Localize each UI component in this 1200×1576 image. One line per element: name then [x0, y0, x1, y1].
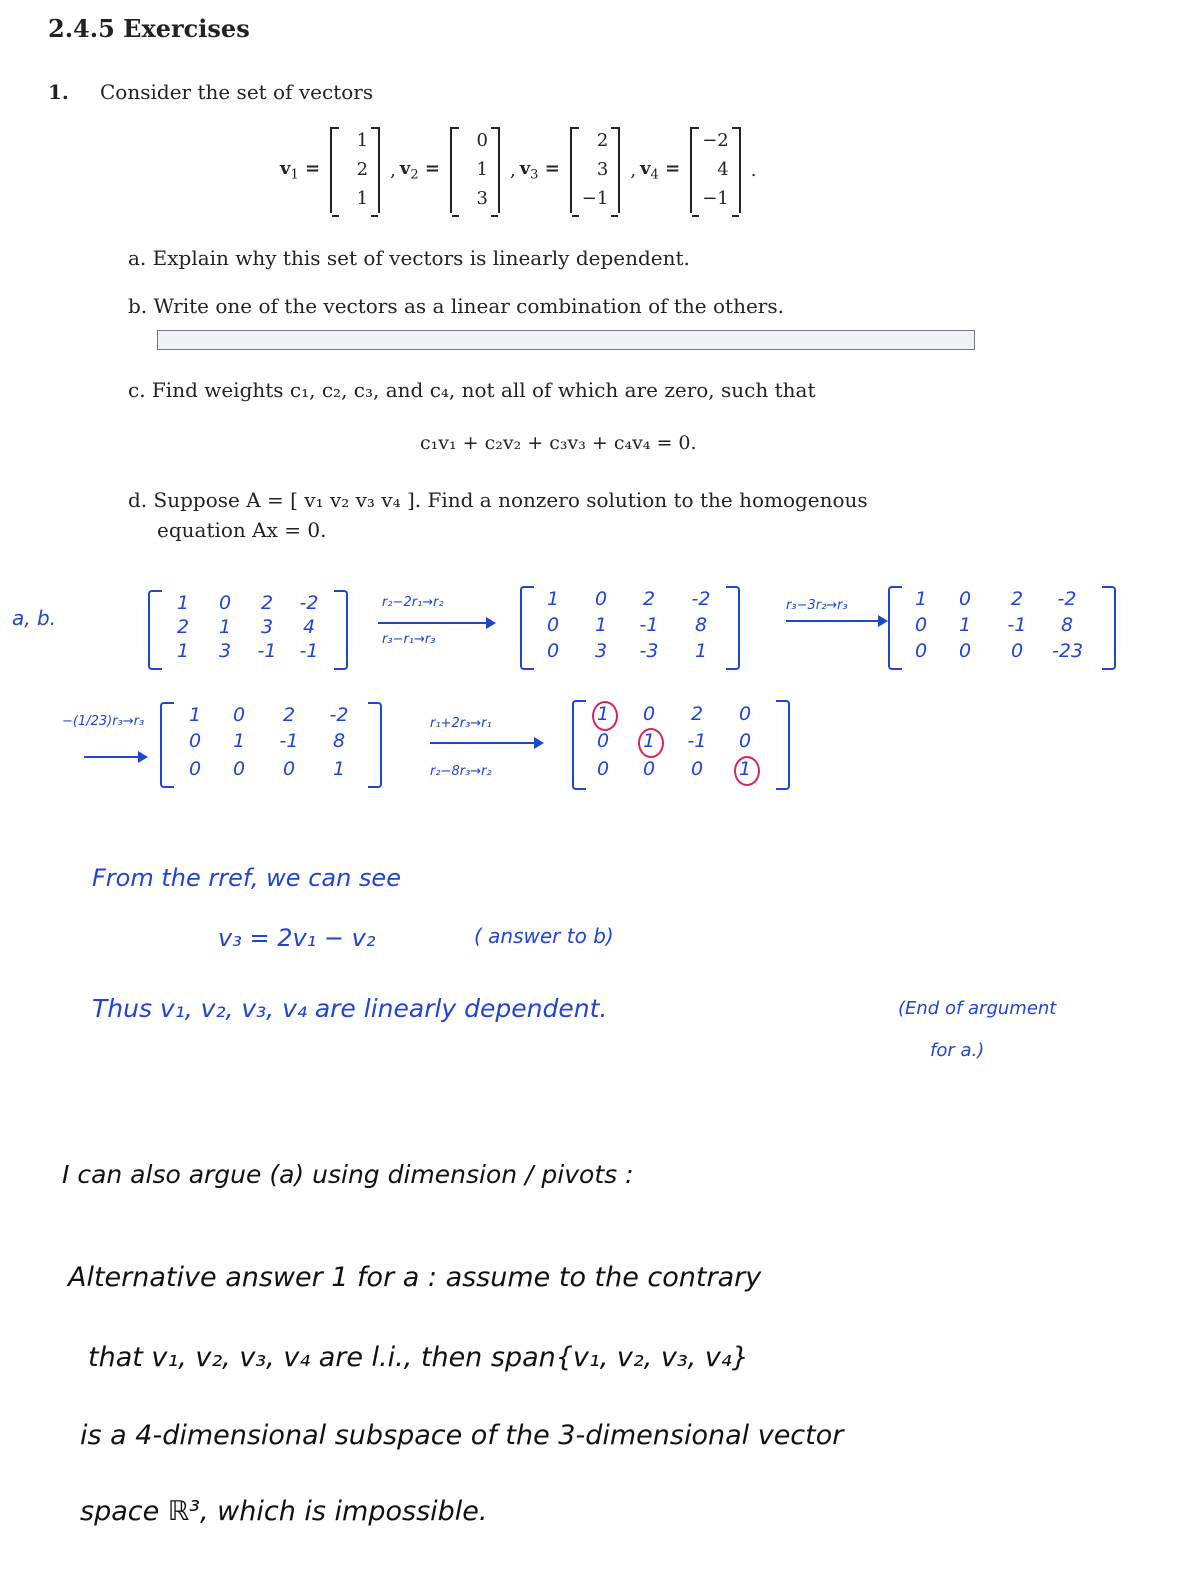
arrow-4	[430, 742, 542, 744]
vector-label-1: $v_1$ =	[280, 157, 321, 183]
vector-set: $v_1$ = 1 2 1 , $v_2$ = 0 1 3 , $v_3$ = 2 3 −1 , $v_4$ = −2 4 −1 .	[280, 124, 756, 216]
vector-v2: 0 1 3	[450, 127, 500, 213]
row-op-3: −(1/23)r₃→r₃	[62, 714, 145, 729]
matrix-rref: 1 0 2 0 0 1 -1 0 0 0 0 1	[572, 700, 790, 790]
pivot-circle-3	[734, 756, 760, 786]
matrix-2: 1 0 2 -2 0 1 -1 8 0 3 -3 1	[520, 586, 740, 670]
alt-intro: I can also argue (a) using dimension / pivots :	[62, 1160, 634, 1189]
thus-line: Thus v₁, v₂, v₃, v₄ are linearly dependent.	[92, 994, 608, 1023]
vector-v4: −2 4 −1	[690, 127, 741, 213]
alt-line-3: is a 4-dimensional subspace of the 3-dimensional vector	[80, 1420, 844, 1451]
weights-equation: c₁v₁ + c₂v₂ + c₃v₃ + c₄v₄ = 0.	[420, 432, 697, 454]
part-d: d. Suppose A = [ v₁ v₂ v₃ v₄ ]. Find a nonzero solution to the homogenous	[128, 488, 868, 512]
alt-line-4: space ℝ³, which is impossible.	[80, 1496, 488, 1527]
vector-v3: 2 3 −1	[570, 127, 621, 213]
row-op-4a: r₁+2r₃→r₁	[430, 716, 492, 731]
end-note-1: (End of argument	[898, 998, 1057, 1019]
row-op-1a: r₂−2r₁→r₂	[382, 595, 444, 610]
pivot-circle-1	[592, 701, 618, 731]
matrix-1: 1 0 2 -2 2 1 3 4 1 3 -1 -1	[148, 590, 348, 670]
matrix-3: 1 0 2 -2 0 1 -1 8 0 0 0 -23	[888, 586, 1116, 670]
pivot-circle-2	[638, 728, 664, 758]
row-op-2: r₃−3r₂→r₃	[786, 598, 848, 613]
answer-b-note: ( answer to b)	[474, 924, 614, 948]
relation-line: v₃ = 2v₁ − v₂	[218, 924, 376, 952]
from-rref-line: From the rref, we can see	[92, 864, 401, 892]
exercise-number: 1.	[48, 80, 69, 104]
end-note-2: for a.)	[930, 1040, 985, 1061]
alt-line-1: Alternative answer 1 for a : assume to the contrary	[68, 1262, 762, 1293]
vector-label-2: $v_2$ =	[399, 157, 440, 183]
part-a: a. Explain why this set of vectors is linearly dependent.	[128, 246, 690, 270]
part-b: b. Write one of the vectors as a linear combination of the others.	[128, 294, 784, 318]
row-op-1b: r₃−r₁→r₃	[382, 632, 436, 647]
section-title: 2.4.5 Exercises	[48, 14, 250, 43]
vector-label-4: $v_4$ =	[640, 157, 681, 183]
exercise-intro: Consider the set of vectors	[100, 80, 374, 104]
alt-line-2: that v₁, v₂, v₃, v₄ are l.i., then span{v₁, v₂, v₃, v₄}	[88, 1342, 749, 1373]
vector-v1: 1 2 1	[330, 127, 380, 213]
part-c: c. Find weights c₁, c₂, c₃, and c₄, not all of which are zero, such that	[128, 378, 816, 402]
part-d-equation: equation Ax = 0.	[157, 518, 327, 542]
answer-input[interactable]	[157, 330, 975, 350]
row-op-4b: r₂−8r₃→r₂	[430, 764, 492, 779]
vector-label-3: $v_3$ =	[519, 157, 560, 183]
arrow-3	[84, 756, 146, 758]
matrix-4: 1 0 2 -2 0 1 -1 8 0 0 0 1	[160, 702, 382, 788]
arrow-2	[786, 620, 886, 622]
arrow-1	[378, 622, 494, 624]
label-ab: a, b.	[12, 606, 57, 630]
